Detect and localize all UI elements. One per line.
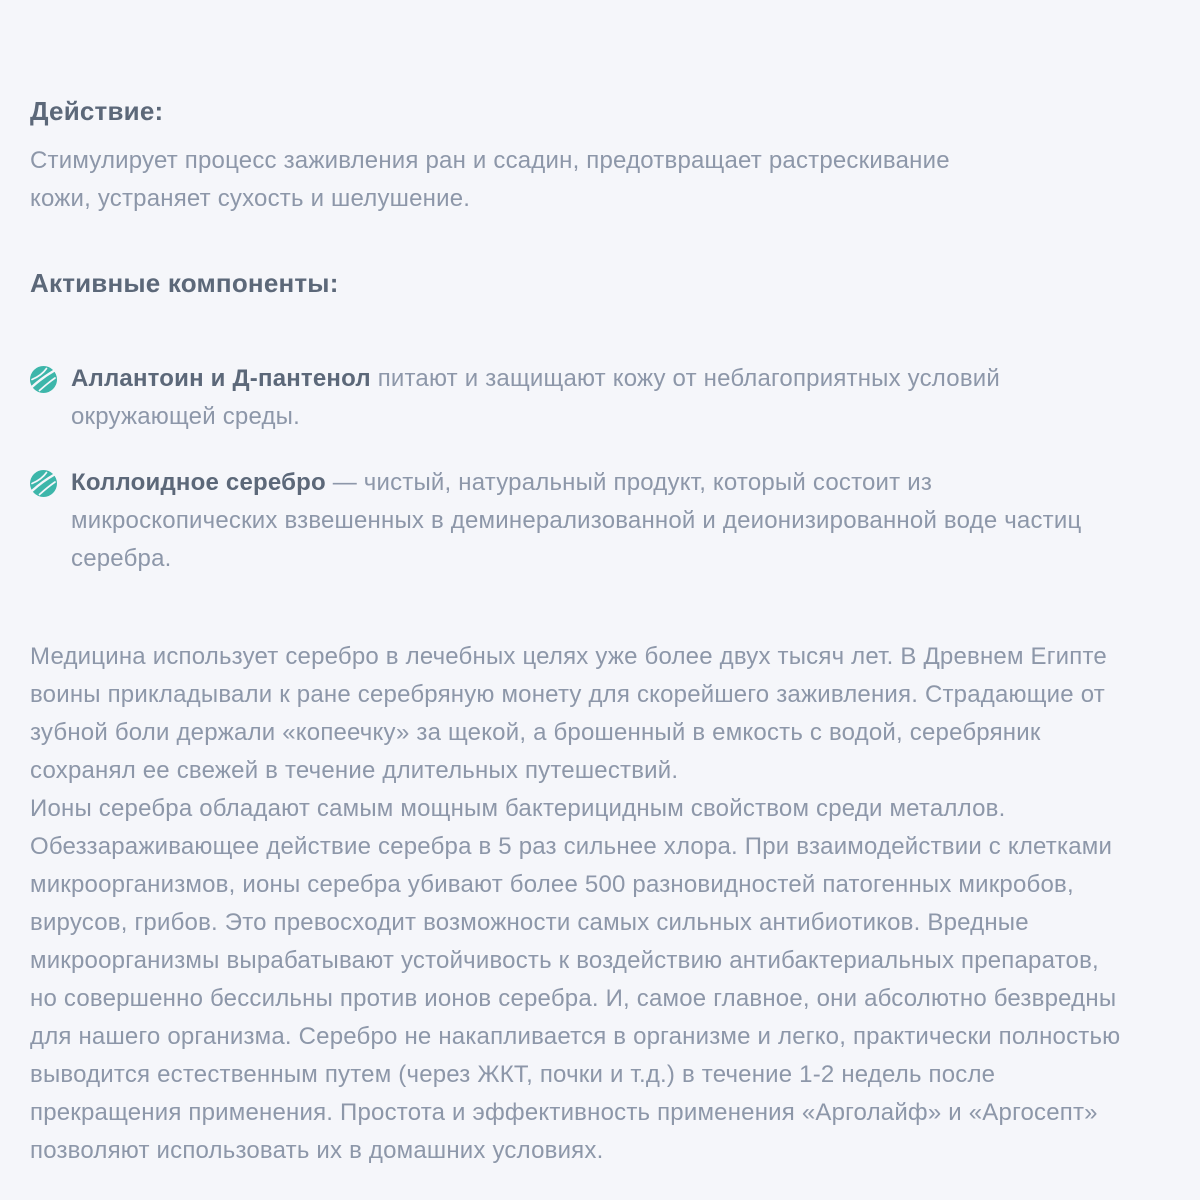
history-paragraph: Медицина использует серебро в лечебных целях уже более двух тысяч лет. В Древнем Египте воины прикладывали к ране серебряную монету для скорейшего заживления. Страдающие от зубной боли держали «копеечку» за щекой, а брошенный в емкость с водой, серебряник сохранял ее свежей в течение длительных путешествий. <box>30 643 1107 784</box>
silver-history-text <box>30 638 1125 1170</box>
list-item <box>30 360 1170 436</box>
component-description: питают и защищают кожу от неблагоприятных условий окружающей среды. <box>71 365 1000 430</box>
components-heading: Активные компоненты: <box>30 268 339 298</box>
component-text <box>71 360 1086 436</box>
component-description: — чистый, натуральный продукт, который состоит из микроскопических взвешенных в деминерализованной и деионизированной воде частиц серебра. <box>71 469 1082 572</box>
leaf-badge-icon <box>30 470 57 497</box>
list-item <box>30 464 1170 578</box>
component-name: Аллантоин и Д-пантенол <box>71 365 371 392</box>
leaf-badge-icon <box>30 366 57 393</box>
history-paragraph: Ионы серебра обладают самым мощным бактерицидным свойством среди металлов. Обеззараживающее действие серебра в 5 раз сильнее хлора. При взаимодействии с клетками микроорганизмов, ионы серебра убивают более 500 разновидностей патогенных микробов, вирусов, грибов. Это превосходит возможности самых сильных антибиотиков. Вредные микроорганизмы вырабатывают устойчивость к воздействию антибактериальных препаратов, но совершенно бессильны против ионов серебра. И, самое главное, они абсолютно безвредны для нашего организма. Серебро не накапливается в организме и легко, практически полностью выводится естественным путем (через ЖКТ, почки и т.д.) в течение 1-2 недель после прекращения применения. Простота и эффективность применения «Арголайф» и «Аргосепт» позволяют использовать их в домашних условиях. <box>30 795 1121 1164</box>
component-name: Коллоидное серебро <box>71 469 326 496</box>
action-text: Стимулирует процесс заживления ран и ссадин, предотвращает растрескивание кожи, устраняет сухость и шелушение. <box>30 147 950 212</box>
components-list <box>30 360 1170 578</box>
component-text <box>71 464 1086 578</box>
action-heading: Действие: <box>30 96 164 126</box>
